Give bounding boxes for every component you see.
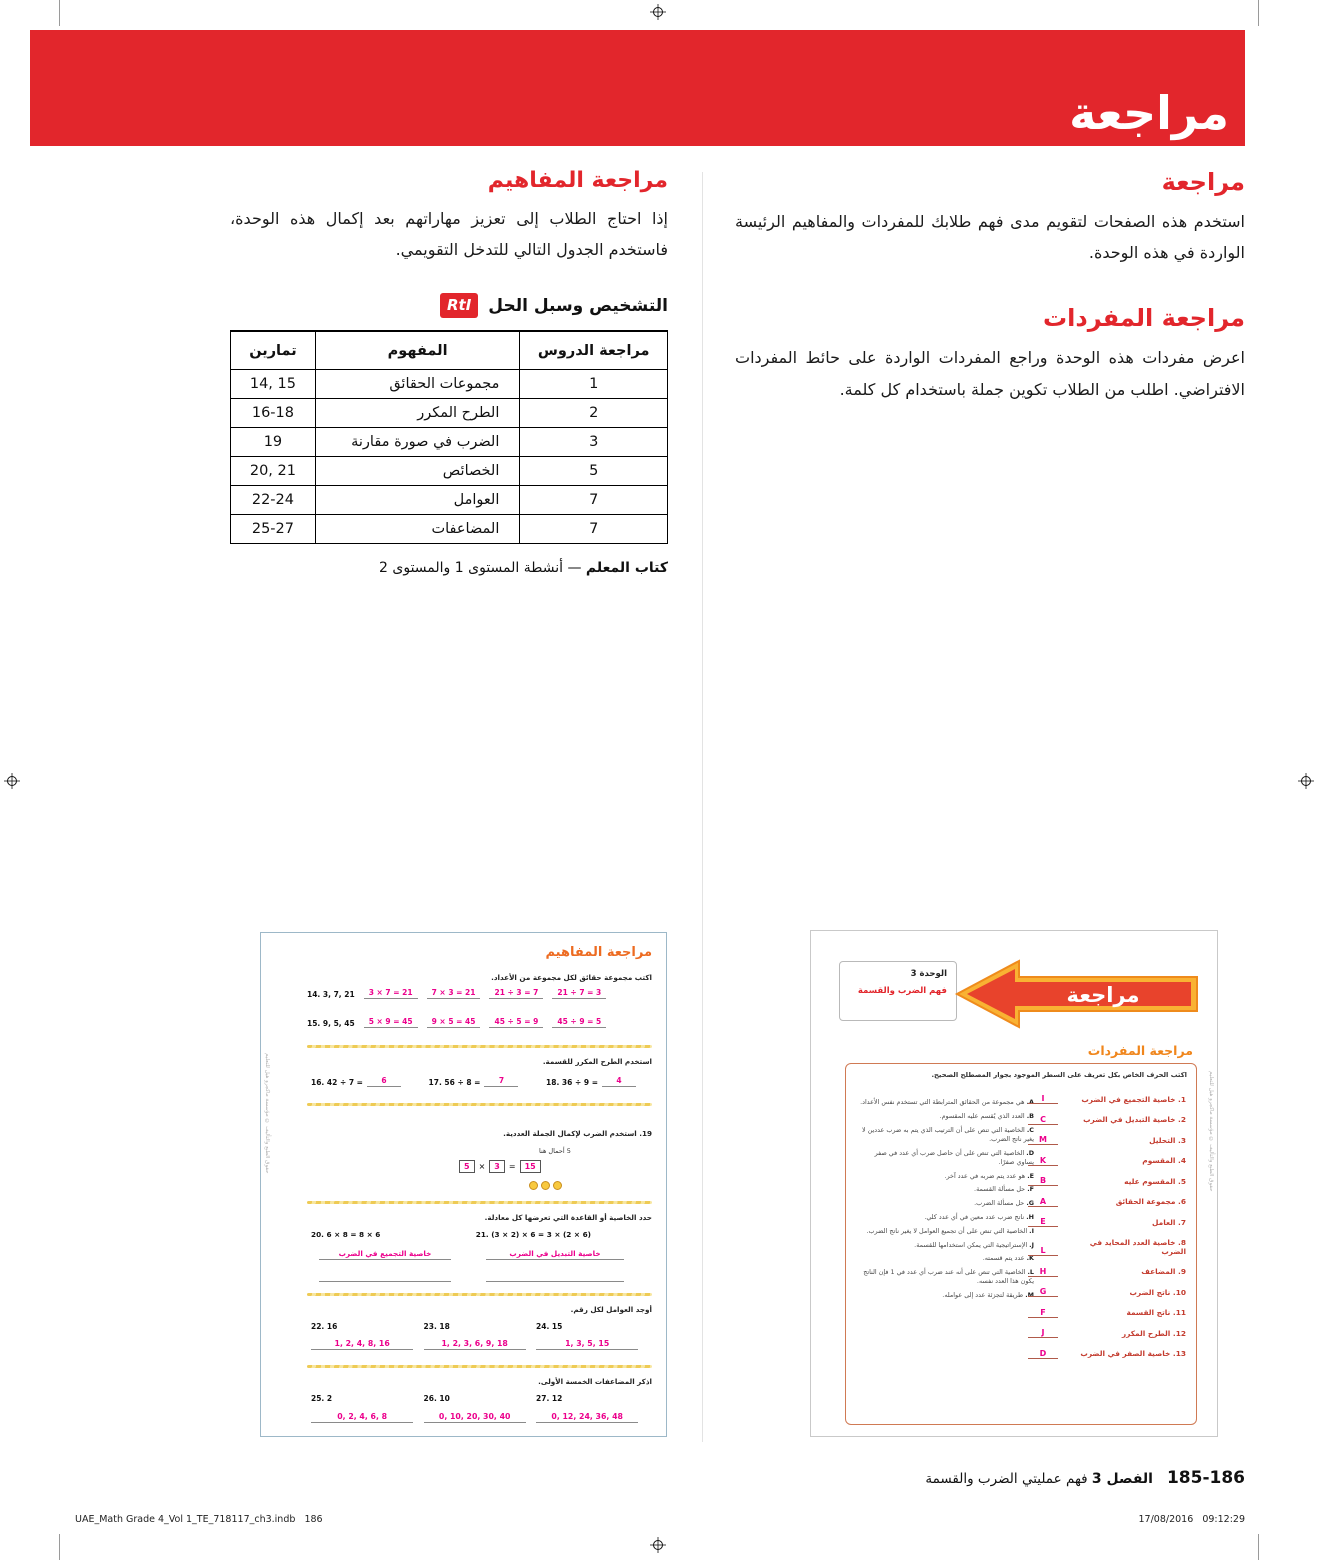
property-answers (319, 1249, 624, 1260)
definition-item (856, 1268, 1034, 1287)
rti-row (230, 293, 668, 318)
exercise-label: 17. 56 ÷ 8 = (428, 1078, 481, 1087)
exercises-cell: 19 (231, 427, 316, 456)
answer-blank: D (1028, 1349, 1058, 1359)
definition-item (856, 1199, 1034, 1208)
term-text: خاصية العدد المحايد في الضرب (1089, 1237, 1186, 1256)
term-row (1028, 1115, 1186, 1125)
definition-letter: D. (1026, 1148, 1034, 1157)
crop-mark (59, 0, 60, 26)
answer: 0, 12, 24, 36, 48 (536, 1412, 638, 1423)
term-number: 1. (1178, 1094, 1186, 1104)
definition-item (856, 1126, 1034, 1145)
concept-cell: الخصائص (315, 456, 520, 485)
vocab-page-heading: مراجعة المفردات (1087, 1043, 1193, 1058)
concept-cell: المضاعفات (315, 514, 520, 543)
term-number: 2. (1178, 1115, 1186, 1125)
instruction-factors: أوجد العوامل لكل رقم. (570, 1305, 652, 1314)
exercise-label: 27. 12 (536, 1394, 563, 1403)
table-row (231, 514, 668, 543)
times-sign: × (478, 1162, 486, 1171)
instruction-q19: 19. استخدم الضرب لإكمال الجملة العددية. (503, 1129, 652, 1138)
term-row (1028, 1328, 1186, 1338)
definition-item (856, 1112, 1034, 1121)
vocab-review-heading: مراجعة المفردات (1043, 304, 1245, 333)
exercise-label: 25. 2 (311, 1394, 333, 1403)
q19-art-caption: 5 أحمال هنا (539, 1147, 571, 1155)
intro-column (735, 168, 1245, 405)
definition-item (856, 1098, 1034, 1107)
term-row (1028, 1135, 1186, 1145)
page-banner (30, 30, 1245, 146)
q19-box-factor1: 5 (459, 1160, 475, 1173)
term-text: خاصية التبديل في الضرب (1083, 1115, 1176, 1125)
exercise-label: 23. 18 (423, 1322, 450, 1331)
footnote-bold: كتاب المعلم (585, 559, 668, 576)
exercise-label: 14. 3, 7, 21 (307, 990, 355, 999)
answer: خاصية التجميع في الضرب (319, 1249, 451, 1260)
rti-label: التشخيص وسبل الحل (488, 295, 668, 316)
definition-text: الخاصية التي تنص على أنه عند ضرب أي عدد في 1 فإن الناتج يكون هذا العدد نفسه. (863, 1268, 1034, 1286)
intervention-table (230, 330, 668, 544)
chapter-label: الفصل 3 (1091, 1471, 1153, 1487)
col-header-concept: المفهوم (315, 331, 520, 369)
definition-item (856, 1149, 1034, 1168)
term-number: 8. (1178, 1237, 1186, 1247)
student-page-vocab-thumbnail (810, 930, 1218, 1437)
term-text: المضاعف (1141, 1267, 1176, 1277)
answer: 1, 3, 5, 15 (536, 1339, 638, 1350)
definition-text: عدد يتم قسمته. (982, 1254, 1025, 1263)
definition-letter: H. (1026, 1213, 1034, 1222)
answer-blank: J (1028, 1328, 1058, 1338)
exercise-row-25-27 (311, 1394, 652, 1403)
smiley-icon (541, 1181, 550, 1190)
answer-blank: C (1028, 1115, 1058, 1125)
answer: 6 (367, 1076, 401, 1087)
definition-letter: E. (1027, 1171, 1034, 1180)
definition-letter: K. (1026, 1254, 1034, 1263)
table-row (231, 369, 668, 398)
exercise-label: 16. 42 ÷ 7 = (311, 1078, 363, 1087)
equation-20: 20. 6 × 8 = 8 × 6 (311, 1230, 381, 1239)
exercise-16 (311, 1076, 401, 1087)
term-row (1028, 1197, 1186, 1207)
crop-mark (1258, 1534, 1259, 1560)
table-row (231, 456, 668, 485)
answer: 7 × 3 = 21 (427, 988, 481, 999)
answer: 3 × 7 = 21 (364, 988, 418, 999)
answer-blank: K (1028, 1156, 1058, 1166)
definition-text: طريقة لتجزئة عدد إلى عوامله. (942, 1291, 1024, 1300)
equals-sign: = (508, 1162, 516, 1171)
chapter-reference (925, 1471, 1153, 1487)
lesson-cell: 1 (520, 369, 668, 398)
chapter-title: فهم عمليتي الضرب والقسمة (925, 1471, 1088, 1487)
concept-cell: الطرح المكرر (315, 398, 520, 427)
exercise-label: 24. 15 (536, 1322, 563, 1331)
answer-blank: I (1028, 1094, 1058, 1104)
concept-cell: مجموعات الحقائق (315, 369, 520, 398)
table-footnote (230, 560, 668, 576)
lesson-cell: 3 (520, 427, 668, 456)
term-text: التحليل (1149, 1135, 1176, 1145)
blank-line (486, 1273, 624, 1282)
answer: 4 (602, 1076, 636, 1087)
term-row (1028, 1308, 1186, 1318)
answer-blank: B (1028, 1176, 1058, 1186)
exercise-row-15 (307, 1017, 654, 1028)
banner-title: مراجعة (1069, 86, 1229, 140)
definition-text: ناتج ضرب عدد معين في أي عدد كلي. (924, 1213, 1025, 1222)
answer: 0, 2, 4, 6, 8 (311, 1412, 413, 1423)
terms-list (1028, 1094, 1186, 1369)
page-folio (925, 1468, 1245, 1488)
page-numbers: 185-186 (1166, 1468, 1245, 1488)
answer: 1, 2, 4, 8, 16 (311, 1339, 413, 1350)
q19-art (529, 1181, 562, 1190)
answer: 7 (484, 1076, 518, 1087)
table-row (231, 398, 668, 427)
term-text: المقسوم (1142, 1156, 1176, 1166)
section-divider (307, 1365, 652, 1368)
term-text: العامل (1152, 1217, 1176, 1227)
definition-text: هي مجموعة من الحقائق المترابطة التي تستخدم نفس الأعداد. (860, 1098, 1025, 1106)
arrow-label: مراجعة (1066, 983, 1140, 1007)
definition-letter: J. (1029, 1240, 1034, 1249)
answer: 0, 10, 20, 30, 40 (424, 1412, 526, 1423)
definition-item (856, 1291, 1034, 1300)
instruction-multiples: اذكر المضاعفات الخمسة الأولى. (538, 1377, 652, 1386)
answer-blank: F (1028, 1308, 1058, 1318)
review-arrow (951, 955, 1201, 1037)
lesson-cell: 7 (520, 485, 668, 514)
term-row (1028, 1267, 1186, 1277)
instruction-repeated-subtraction: استخدم الطرح المكرر للقسمة. (542, 1057, 652, 1066)
smiley-icon (529, 1181, 538, 1190)
answer-blank: M (1028, 1135, 1058, 1145)
definition-item (856, 1254, 1034, 1263)
exercises-cell: 25-27 (231, 514, 316, 543)
exercise-label: 15. 9, 5, 45 (307, 1019, 355, 1028)
answer: 5 × 9 = 45 (364, 1017, 418, 1028)
definition-text: الإستراتيجية التي يمكن استخدامها للقسمة. (914, 1240, 1028, 1249)
student-page-concepts-thumbnail (260, 932, 667, 1437)
unit-label: الوحدة 3 (910, 969, 947, 979)
lesson-cell: 2 (520, 398, 668, 427)
review-body: استخدم هذه الصفحات لتقويم مدى فهم طلابك للمفردات والمفاهيم الرئيسة الواردة في هذه الوحدة. (735, 212, 1245, 263)
term-number: 3. (1178, 1135, 1186, 1145)
term-number: 13. (1172, 1349, 1186, 1359)
answer: 1, 2, 3, 6, 9, 18 (424, 1339, 526, 1350)
concept-cell: الضرب في صورة مقارنة (315, 427, 520, 456)
table-row (231, 485, 668, 514)
factor-answers (311, 1339, 652, 1350)
registration-mark-icon (650, 4, 666, 20)
definition-letter: F. (1027, 1185, 1034, 1194)
definition-letter: A. (1026, 1098, 1034, 1106)
definition-item (856, 1172, 1034, 1181)
print-timestamp: 17/08/2016 09:12:29 (1138, 1514, 1245, 1525)
term-text: ناتج القسمة (1126, 1308, 1171, 1318)
answer-blank: L (1028, 1246, 1058, 1256)
registration-mark-icon (650, 1537, 666, 1553)
answer: 21 ÷ 3 = 7 (489, 988, 543, 999)
definition-text: حل مسألة الضرب. (974, 1199, 1025, 1208)
concepts-heading: مراجعة المفاهيم (487, 168, 668, 193)
blank-line (319, 1273, 451, 1282)
definition-item (856, 1227, 1034, 1236)
lesson-cell: 7 (520, 514, 668, 543)
table-header-row (231, 331, 668, 369)
exercise-18 (546, 1076, 636, 1087)
term-row (1028, 1176, 1186, 1186)
answer-blank: G (1028, 1287, 1058, 1297)
registration-mark-icon (1298, 773, 1314, 789)
answer-blank: H (1028, 1267, 1058, 1277)
term-text: المقسوم عليه (1124, 1176, 1176, 1186)
exercise-17 (429, 1076, 519, 1087)
term-row (1028, 1238, 1186, 1257)
definition-item (856, 1241, 1034, 1250)
answer-blank: A (1028, 1197, 1058, 1207)
review-heading: مراجعة (1161, 168, 1245, 196)
footnote-rest: — أنشطة المستوى 1 والمستوى 2 (379, 559, 582, 576)
term-row (1028, 1349, 1186, 1359)
exercise-row-16-18 (311, 1076, 636, 1087)
answer: 45 ÷ 5 = 9 (489, 1017, 543, 1028)
term-number: 10. (1172, 1287, 1186, 1297)
column-divider (702, 172, 703, 1442)
multiple-answers (311, 1412, 652, 1423)
exercises-cell: 16-18 (231, 398, 316, 427)
unit-title: فهم الضرب والقسمة (857, 986, 947, 996)
q19-number-sentence (459, 1160, 541, 1173)
definition-text: حل مسألة القسمة. (974, 1185, 1026, 1194)
rti-badge: RtI (440, 293, 478, 318)
term-number: 4. (1178, 1156, 1186, 1166)
definition-letter: I. (1029, 1226, 1034, 1235)
answer: 21 ÷ 7 = 3 (552, 988, 606, 999)
answer: 9 × 5 = 45 (427, 1017, 481, 1028)
answer-blank: E (1028, 1217, 1058, 1227)
col-header-exercises: تمارين (231, 331, 316, 369)
term-row (1028, 1156, 1186, 1166)
equation-21: 21. (3 × 2) × 6 = 3 × (2 × 6) (475, 1230, 591, 1239)
answer: خاصية التبديل في الضرب (486, 1249, 624, 1260)
exercises-cell: 20, 21 (231, 456, 316, 485)
instruction-fact-families: اكتب مجموعة حقائق لكل مجموعة من الأعداد. (491, 973, 652, 982)
concepts-column (230, 168, 668, 576)
exercise-row-22-24 (311, 1322, 652, 1331)
col-header-lessons: مراجعة الدروس (520, 331, 668, 369)
section-divider (307, 1293, 652, 1296)
exercise-label: 22. 16 (311, 1322, 338, 1331)
q19-box-product: 15 (520, 1160, 541, 1173)
definition-text: العدد الذي يُقسم عليه المقسوم. (939, 1111, 1025, 1120)
vocab-review-body: اعرض مفردات هذه الوحدة وراجع المفردات الواردة على حائط المفردات الافتراضي. اطلب من الطلاب تكوين جملة باستخدام كل كلمة. (735, 348, 1245, 399)
table-row (231, 427, 668, 456)
term-text: الطرح المكرر (1121, 1328, 1171, 1338)
exercises-cell: 22-24 (231, 485, 316, 514)
student-page-title: مراجعة المفاهيم (545, 945, 652, 960)
definition-item (856, 1185, 1034, 1194)
definition-item (856, 1213, 1034, 1222)
term-number: 6. (1178, 1197, 1186, 1207)
definition-text: الخاصية التي تنص على أن تجميع العوامل لا يغير ناتج الضرب. (866, 1226, 1028, 1235)
answer: 45 ÷ 9 = 5 (552, 1017, 606, 1028)
copyright-sidebar: حقوق الطبع والتأليف © مؤسسة ماكجرو هيل للتعليم (1208, 1071, 1214, 1192)
matching-instruction: اكتب الحرف الخاص بكل تعريف على السطر الموجود بجوار المصطلح الصحيح. (931, 1071, 1187, 1079)
definition-text: الخاصية التي تنص على أن حاصل ضرب أي عدد في صفر يساوي صفرًا. (874, 1148, 1034, 1166)
definition-letter: C. (1026, 1125, 1034, 1134)
lesson-cell: 5 (520, 456, 668, 485)
exercise-label: 18. 36 ÷ 9 = (546, 1078, 598, 1087)
definition-text: هو عدد يتم ضربه في عدد آخر. (944, 1171, 1026, 1180)
section-divider (307, 1201, 652, 1204)
term-text: خاصية التجميع في الضرب (1081, 1094, 1176, 1104)
section-divider (307, 1045, 652, 1048)
instruction-properties: حدد الخاصية أو القاعدة التي تعرضها كل معادلة. (484, 1213, 652, 1222)
definition-letter: G. (1026, 1199, 1034, 1208)
definition-letter: B. (1026, 1111, 1034, 1120)
term-row (1028, 1094, 1186, 1104)
exercise-row-14 (307, 988, 654, 999)
term-number: 7. (1178, 1217, 1186, 1227)
term-text: مجموعة الحقائق (1115, 1197, 1176, 1207)
exercises-cell: 14, 15 (231, 369, 316, 398)
term-number: 9. (1178, 1267, 1186, 1277)
term-number: 5. (1178, 1176, 1186, 1186)
exercise-row-20-21 (311, 1230, 591, 1239)
registration-mark-icon (4, 773, 20, 789)
concepts-body: إذا احتاج الطلاب إلى تعزيز مهاراتهم بعد إكمال هذه الوحدة، فاستخدم الجدول التالي للتدخل التقويمي. (230, 209, 668, 260)
unit-box (839, 961, 957, 1021)
exercise-label: 26. 10 (423, 1394, 450, 1403)
definitions-list (856, 1098, 1034, 1305)
print-file-info: UAE_Math Grade 4_Vol 1_TE_718117_ch3.indb 186 (75, 1514, 323, 1525)
q19-box-factor2: 3 (489, 1160, 505, 1173)
term-text: ناتج الضرب (1129, 1287, 1171, 1297)
blank-answer-lines (319, 1273, 624, 1282)
section-divider (307, 1103, 652, 1106)
smiley-icon (553, 1181, 562, 1190)
crop-mark (59, 1534, 60, 1560)
definition-letter: L. (1027, 1268, 1034, 1277)
crop-mark (1258, 0, 1259, 26)
term-number: 12. (1172, 1328, 1186, 1338)
concept-cell: العوامل (315, 485, 520, 514)
definition-text: الخاصية التي تنص على أن الترتيب الذي يتم به ضرب عددين لا يغير ناتج الضرب. (861, 1125, 1034, 1143)
term-number: 11. (1172, 1308, 1186, 1318)
term-row (1028, 1287, 1186, 1297)
matching-box (845, 1063, 1197, 1425)
definition-letter: M. (1025, 1291, 1034, 1300)
term-text: خاصية الصفر في الضرب (1080, 1349, 1171, 1359)
copyright-sidebar: حقوق الطبع والتأليف © مؤسسة ماكجرو هيل للتعليم (264, 1053, 270, 1174)
term-row (1028, 1217, 1186, 1227)
